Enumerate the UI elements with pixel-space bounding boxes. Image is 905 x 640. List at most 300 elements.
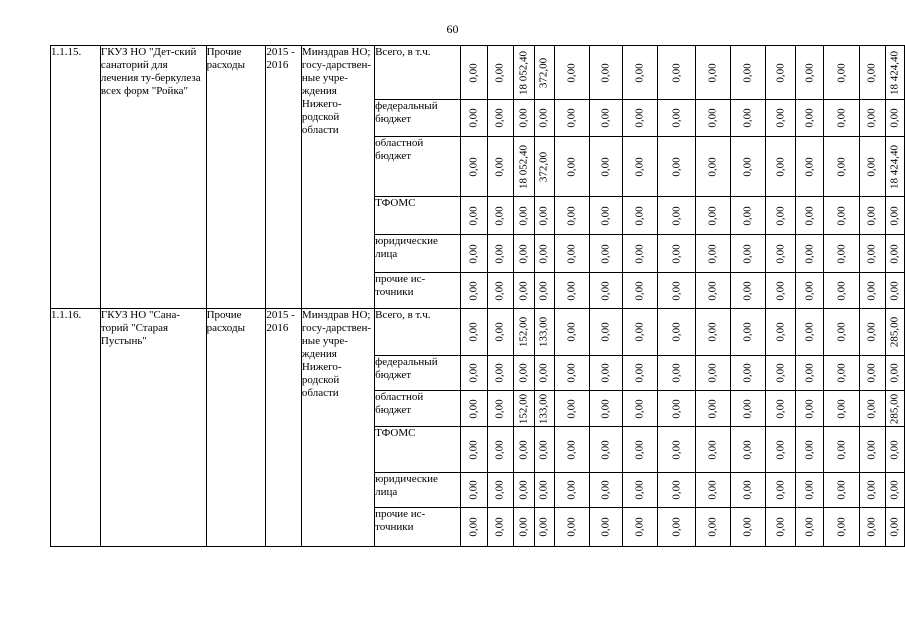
amount-cell (796, 197, 824, 235)
amount-value: 0,00 (835, 398, 848, 419)
amount-value: 0,00 (774, 156, 787, 177)
amount-cell (824, 197, 859, 235)
amount-value: 0,00 (599, 517, 612, 537)
amount-value: 0,00 (467, 480, 480, 500)
amount-cell (554, 309, 589, 356)
amount-value: 0,00 (835, 108, 848, 128)
amount-cell (487, 273, 513, 309)
amount-cell (513, 473, 534, 508)
amount-cell (765, 309, 796, 356)
amount-cell (885, 197, 904, 235)
amount-value: 0,00 (706, 280, 719, 301)
amount-cell (859, 427, 885, 473)
amount-value: 0,00 (835, 205, 848, 226)
amount-value: 0,00 (888, 108, 901, 128)
amount-value: 0,00 (565, 363, 578, 383)
amount-value: 152,00 (517, 316, 530, 348)
amount-value: 0,00 (803, 108, 816, 128)
amount-value: 0,00 (865, 363, 878, 383)
amount-value: 0,00 (467, 398, 480, 419)
amount-value: 0,00 (670, 243, 683, 264)
amount-value: 0,00 (517, 280, 530, 301)
amount-value: 0,00 (741, 439, 754, 460)
amount-cell (534, 309, 554, 356)
amount-value: 0,00 (599, 439, 612, 460)
amount-cell (589, 100, 622, 137)
amount-value: 0,00 (706, 62, 719, 83)
amount-cell (460, 473, 487, 508)
amount-cell (796, 473, 824, 508)
amount-value: 0,00 (741, 108, 754, 128)
amount-value: 0,00 (599, 205, 612, 226)
executor: Минздрав НО; госу-дарствен-ные учре-ждения Нижего-родской области (301, 309, 372, 399)
amount-value: 0,00 (670, 517, 683, 537)
entry-name: ГКУЗ НО "Сана-торий "Старая Пустынь" (100, 309, 181, 347)
amount-value: 0,00 (517, 363, 530, 383)
amount-cell (796, 427, 824, 473)
amount-cell (589, 197, 622, 235)
amount-value: 0,00 (633, 517, 646, 537)
amount-cell (534, 100, 554, 137)
amount-value: 0,00 (670, 398, 683, 419)
amount-cell (765, 273, 796, 309)
amount-value: 0,00 (565, 517, 578, 537)
amount-cell (487, 197, 513, 235)
amount-value: 0,00 (537, 480, 550, 500)
amount-cell (859, 356, 885, 391)
amount-cell (824, 473, 859, 508)
amount-cell (796, 356, 824, 391)
amount-value: 0,00 (493, 322, 506, 342)
amount-cell (513, 273, 534, 309)
amount-cell (859, 508, 885, 547)
amount-cell (859, 46, 885, 100)
funding-source-cell (375, 508, 461, 547)
amount-cell (696, 356, 731, 391)
amount-cell (623, 273, 658, 309)
amount-cell (731, 197, 765, 235)
amount-value: 0,00 (835, 363, 848, 383)
amount-cell (658, 273, 696, 309)
expense-type-cell (206, 309, 266, 547)
amount-cell (487, 391, 513, 427)
amount-cell (554, 508, 589, 547)
amount-value: 0,00 (670, 62, 683, 83)
amount-cell (623, 235, 658, 273)
amount-cell (460, 46, 487, 100)
amount-cell (460, 427, 487, 473)
amount-cell (696, 427, 731, 473)
amount-cell (696, 391, 731, 427)
amount-cell (487, 235, 513, 273)
amount-value: 0,00 (633, 62, 646, 83)
amount-cell (460, 137, 487, 197)
amount-value: 0,00 (706, 322, 719, 342)
amount-cell (534, 46, 554, 100)
amount-value: 0,00 (537, 108, 550, 128)
amount-cell (859, 391, 885, 427)
amount-cell (696, 100, 731, 137)
amount-cell (824, 46, 859, 100)
amount-value: 0,00 (493, 205, 506, 226)
amount-cell (658, 235, 696, 273)
amount-value: 0,00 (865, 205, 878, 226)
amount-cell (460, 356, 487, 391)
amount-cell (824, 100, 859, 137)
funding-source: ТФОМС (375, 197, 416, 209)
amount-cell (534, 391, 554, 427)
amount-cell (487, 508, 513, 547)
amount-value: 0,00 (865, 480, 878, 500)
amount-cell (658, 197, 696, 235)
amount-value: 0,00 (633, 280, 646, 301)
amount-value: 0,00 (888, 280, 901, 301)
amount-cell (885, 356, 904, 391)
amount-cell (824, 137, 859, 197)
amount-value: 0,00 (835, 62, 848, 83)
amount-value: 0,00 (493, 480, 506, 500)
amount-cell (731, 235, 765, 273)
amount-cell (885, 46, 904, 100)
amount-value: 18 052,40 (517, 144, 530, 189)
amount-value: 0,00 (493, 439, 506, 460)
amount-cell (460, 197, 487, 235)
funding-source: ТФОМС (375, 427, 416, 439)
expense-type-cell (206, 46, 266, 309)
amount-value: 0,00 (835, 480, 848, 500)
amount-cell (554, 137, 589, 197)
amount-cell (623, 46, 658, 100)
funding-source-cell (375, 100, 461, 137)
amount-cell (460, 508, 487, 547)
amount-value: 18 424,40 (888, 144, 901, 189)
amount-cell (623, 100, 658, 137)
amount-cell (859, 235, 885, 273)
executor: Минздрав НО; госу-дарствен-ные учре-ждения Нижего-родской области (301, 46, 372, 136)
amount-value: 0,00 (565, 205, 578, 226)
amount-value: 0,00 (599, 280, 612, 301)
amount-cell (731, 508, 765, 547)
amount-value: 0,00 (835, 280, 848, 301)
amount-cell (696, 46, 731, 100)
amount-cell (696, 235, 731, 273)
amount-value: 0,00 (888, 243, 901, 264)
amount-cell (658, 391, 696, 427)
amount-value: 0,00 (774, 363, 787, 383)
amount-cell (824, 273, 859, 309)
amount-value: 0,00 (865, 517, 878, 537)
amount-cell (513, 356, 534, 391)
amount-cell (534, 356, 554, 391)
entry-id: 1.1.16. (51, 309, 82, 321)
period: 2015 - 2016 (266, 309, 295, 334)
amount-cell (513, 309, 534, 356)
amount-value: 0,00 (493, 62, 506, 83)
amount-cell (554, 356, 589, 391)
amount-cell (534, 137, 554, 197)
amount-cell (824, 427, 859, 473)
funding-source: Всего, в т.ч. (375, 46, 431, 58)
amount-value: 0,00 (835, 439, 848, 460)
amount-cell (885, 100, 904, 137)
amount-cell (623, 137, 658, 197)
amount-value: 0,00 (599, 480, 612, 500)
page-number: 60 (446, 22, 459, 36)
amount-cell (731, 391, 765, 427)
amount-cell (731, 46, 765, 100)
amount-value: 0,00 (803, 280, 816, 301)
amount-cell (658, 137, 696, 197)
amount-value: 0,00 (517, 480, 530, 500)
funding-source-cell (375, 309, 461, 356)
funding-source: прочие ис-точники (375, 273, 426, 298)
funding-source-cell (375, 197, 461, 235)
amount-value: 0,00 (537, 363, 550, 383)
amount-value: 0,00 (835, 517, 848, 537)
amount-value: 0,00 (741, 243, 754, 264)
amount-value: 0,00 (633, 363, 646, 383)
amount-cell (589, 473, 622, 508)
amount-value: 0,00 (633, 243, 646, 264)
amount-value: 0,00 (774, 205, 787, 226)
amount-cell (824, 356, 859, 391)
amount-value: 0,00 (537, 205, 550, 226)
amount-value: 0,00 (633, 322, 646, 342)
amount-value: 0,00 (565, 322, 578, 342)
executor-cell (301, 46, 374, 309)
amount-value: 0,00 (741, 517, 754, 537)
expense-type: Прочие расходы (206, 46, 245, 71)
amount-cell (534, 508, 554, 547)
funding-source: юридические лица (375, 235, 438, 260)
amount-cell (589, 356, 622, 391)
amount-value: 0,00 (865, 439, 878, 460)
amount-cell (623, 391, 658, 427)
amount-cell (885, 427, 904, 473)
amount-cell (460, 309, 487, 356)
amount-value: 0,00 (467, 322, 480, 342)
amount-cell (658, 46, 696, 100)
entry-id-cell (51, 46, 101, 309)
amount-value: 0,00 (565, 280, 578, 301)
amount-cell (487, 356, 513, 391)
amount-cell (554, 197, 589, 235)
amount-value: 0,00 (803, 322, 816, 342)
amount-cell (554, 100, 589, 137)
amount-value: 0,00 (706, 243, 719, 264)
amount-cell (731, 137, 765, 197)
amount-value: 0,00 (670, 280, 683, 301)
amount-cell (513, 235, 534, 273)
expense-type: Прочие расходы (206, 309, 245, 334)
amount-value: 0,00 (670, 108, 683, 128)
amount-cell (696, 473, 731, 508)
amount-cell (589, 273, 622, 309)
amount-value: 0,00 (865, 108, 878, 128)
amount-cell (859, 473, 885, 508)
amount-value: 0,00 (670, 156, 683, 177)
amount-value: 0,00 (467, 280, 480, 301)
amount-value: 0,00 (599, 156, 612, 177)
amount-cell (885, 473, 904, 508)
amount-value: 0,00 (599, 363, 612, 383)
amount-cell (460, 235, 487, 273)
amount-cell (534, 473, 554, 508)
amount-cell (623, 309, 658, 356)
amount-cell (765, 508, 796, 547)
amount-cell (824, 508, 859, 547)
amount-value: 0,00 (741, 62, 754, 83)
table-row (51, 309, 905, 356)
amount-value: 0,00 (537, 439, 550, 460)
amount-cell (731, 273, 765, 309)
amount-value: 0,00 (493, 398, 506, 419)
amount-cell (796, 137, 824, 197)
amount-value: 0,00 (803, 62, 816, 83)
amount-value: 0,00 (865, 156, 878, 177)
amount-cell (885, 508, 904, 547)
funding-source-cell (375, 273, 461, 309)
executor-cell (301, 309, 374, 547)
amount-value: 0,00 (803, 439, 816, 460)
amount-value: 0,00 (599, 108, 612, 128)
amount-cell (554, 235, 589, 273)
amount-value: 0,00 (467, 363, 480, 383)
funding-source: федеральный бюджет (375, 356, 438, 381)
amount-cell (731, 473, 765, 508)
amount-value: 0,00 (467, 517, 480, 537)
amount-cell (765, 391, 796, 427)
amount-value: 0,00 (633, 480, 646, 500)
amount-value: 0,00 (537, 243, 550, 264)
amount-value: 0,00 (633, 108, 646, 128)
amount-value: 0,00 (741, 480, 754, 500)
amount-value: 0,00 (706, 439, 719, 460)
amount-value: 0,00 (888, 205, 901, 226)
amount-value: 0,00 (706, 517, 719, 537)
amount-cell (796, 309, 824, 356)
amount-cell (731, 427, 765, 473)
amount-value: 0,00 (774, 108, 787, 128)
amount-value: 0,00 (835, 322, 848, 342)
amount-value: 0,00 (467, 243, 480, 264)
amount-cell (885, 273, 904, 309)
amount-cell (658, 100, 696, 137)
amount-cell (554, 473, 589, 508)
amount-cell (765, 356, 796, 391)
amount-value: 0,00 (565, 108, 578, 128)
amount-value: 372,00 (537, 151, 550, 182)
funding-source-cell (375, 235, 461, 273)
amount-cell (885, 235, 904, 273)
amount-value: 0,00 (774, 398, 787, 419)
amount-value: 0,00 (633, 398, 646, 419)
amount-cell (765, 235, 796, 273)
amount-cell (589, 46, 622, 100)
amount-value: 0,00 (517, 517, 530, 537)
amount-cell (513, 46, 534, 100)
amount-cell (554, 46, 589, 100)
entry-id-cell (51, 309, 101, 547)
amount-value: 0,00 (633, 439, 646, 460)
amount-cell (554, 427, 589, 473)
amount-value: 0,00 (865, 280, 878, 301)
amount-value: 0,00 (599, 62, 612, 83)
amount-value: 285,00 (888, 393, 901, 424)
amount-value: 0,00 (888, 517, 901, 537)
amount-value: 18 424,40 (888, 50, 901, 95)
amount-value: 133,00 (537, 393, 550, 424)
amount-value: 0,00 (517, 108, 530, 128)
amount-cell (534, 235, 554, 273)
amount-cell (696, 309, 731, 356)
period: 2015 - 2016 (266, 46, 295, 71)
amount-value: 0,00 (565, 62, 578, 83)
amount-cell (731, 356, 765, 391)
funding-source: прочие ис-точники (375, 508, 426, 533)
amount-cell (487, 473, 513, 508)
amount-value: 0,00 (467, 108, 480, 128)
amount-value: 133,00 (537, 316, 550, 348)
amount-value: 0,00 (565, 439, 578, 460)
amount-value: 0,00 (888, 480, 901, 500)
amount-value: 0,00 (670, 480, 683, 500)
amount-cell (885, 309, 904, 356)
funding-source-cell (375, 427, 461, 473)
amount-value: 285,00 (888, 316, 901, 348)
amount-value: 0,00 (741, 156, 754, 177)
funding-source: юридические лица (375, 473, 438, 498)
amount-cell (554, 391, 589, 427)
amount-cell (765, 137, 796, 197)
amount-value: 0,00 (599, 398, 612, 419)
amount-cell (534, 273, 554, 309)
amount-cell (731, 309, 765, 356)
funding-source-cell (375, 473, 461, 508)
amount-value: 152,00 (517, 393, 530, 424)
amount-value: 0,00 (865, 398, 878, 419)
amount-cell (487, 427, 513, 473)
amount-cell (859, 273, 885, 309)
amount-cell (589, 391, 622, 427)
amount-cell (765, 473, 796, 508)
amount-value: 0,00 (493, 243, 506, 264)
amount-cell (487, 309, 513, 356)
funding-source-cell (375, 356, 461, 391)
amount-value: 0,00 (774, 322, 787, 342)
amount-value: 0,00 (493, 517, 506, 537)
amount-cell (513, 427, 534, 473)
amount-cell (513, 100, 534, 137)
amount-cell (765, 427, 796, 473)
amount-value: 0,00 (774, 280, 787, 301)
amount-cell (554, 273, 589, 309)
amount-cell (623, 427, 658, 473)
funding-source: областной бюджет (375, 137, 424, 162)
amount-cell (885, 391, 904, 427)
amount-cell (513, 508, 534, 547)
amount-value: 0,00 (865, 322, 878, 342)
amount-value: 0,00 (774, 243, 787, 264)
amount-cell (796, 100, 824, 137)
amount-value: 0,00 (706, 363, 719, 383)
amount-cell (824, 309, 859, 356)
amount-cell (765, 197, 796, 235)
amount-value: 0,00 (835, 243, 848, 264)
funding-source: Всего, в т.ч. (375, 309, 431, 321)
amount-cell (487, 100, 513, 137)
amount-value: 0,00 (633, 156, 646, 177)
